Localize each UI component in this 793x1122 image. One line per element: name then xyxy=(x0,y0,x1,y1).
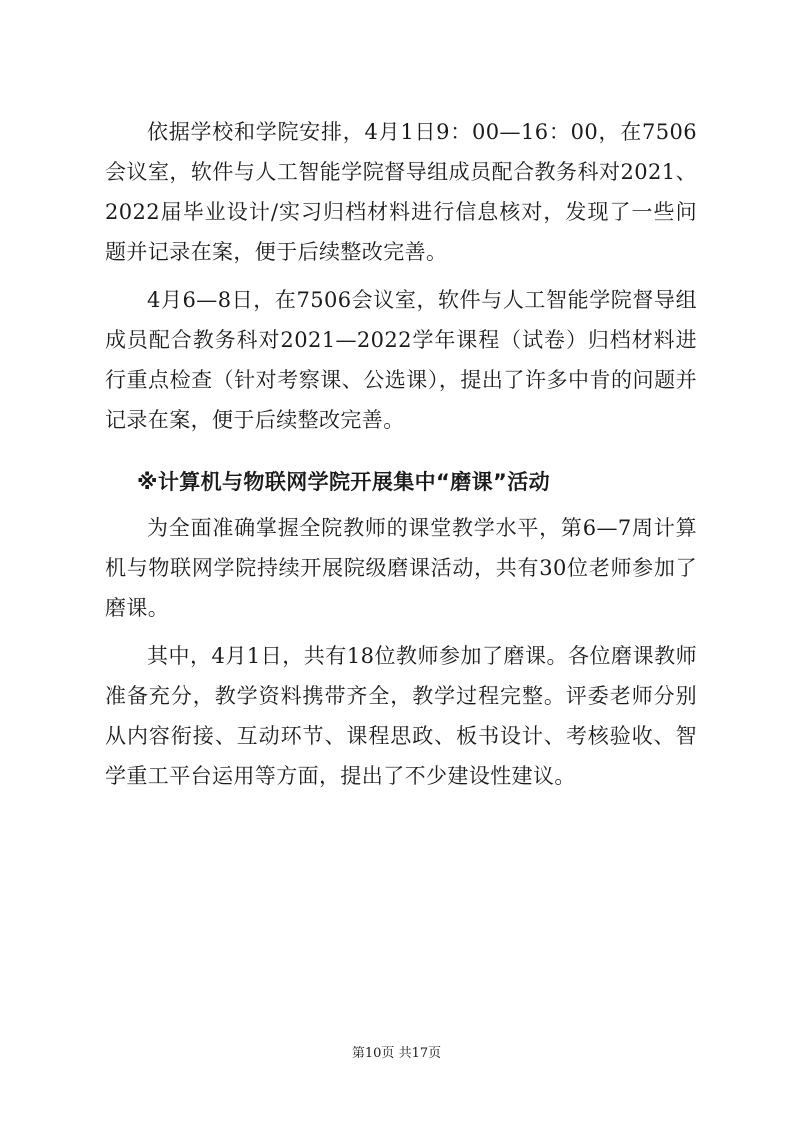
paragraph-archive-check: 依据学校和学院安排，4月1日9：00—16：00，在7506会议室，软件与人工智能学院督导组成员配合教务科对2021、2022届毕业设计/实习归档材料进行信息核对，发现了一些问题并记录在案，便于后续整改完善。 xyxy=(105,120,697,264)
paragraph-exam-check: 4月6—8日，在7506会议室，软件与人工智能学院督导组成员配合教务科对2021—2022学年课程（试卷）归档材料进行重点检查（针对考察课、公选课），提出了许多中肯的问题并记录在案，便于后续整改完善。 xyxy=(105,288,697,432)
section-heading: ※计算机与物联网学院开展集中“磨课”活动 xyxy=(137,470,551,494)
paragraph-polishing-details: 其中，4月1日，共有18位教师参加了磨课。各位磨课教师准备充分，教学资料携带齐全，教学过程完整。评委老师分别从内容衔接、互动环节、课程思政、板书设计、考核验收、智学重工平台运用等方面，提出了不少建设性建议。 xyxy=(105,644,697,788)
paragraph-polishing-overview: 为全面准确掌握全院教师的课堂教学水平，第6—7周计算机与物联网学院持续开展院级磨课活动，共有30位老师参加了磨课。 xyxy=(105,516,697,620)
document-body xyxy=(105,112,697,804)
page-number-footer: 第10页 共17页 xyxy=(351,1046,442,1061)
